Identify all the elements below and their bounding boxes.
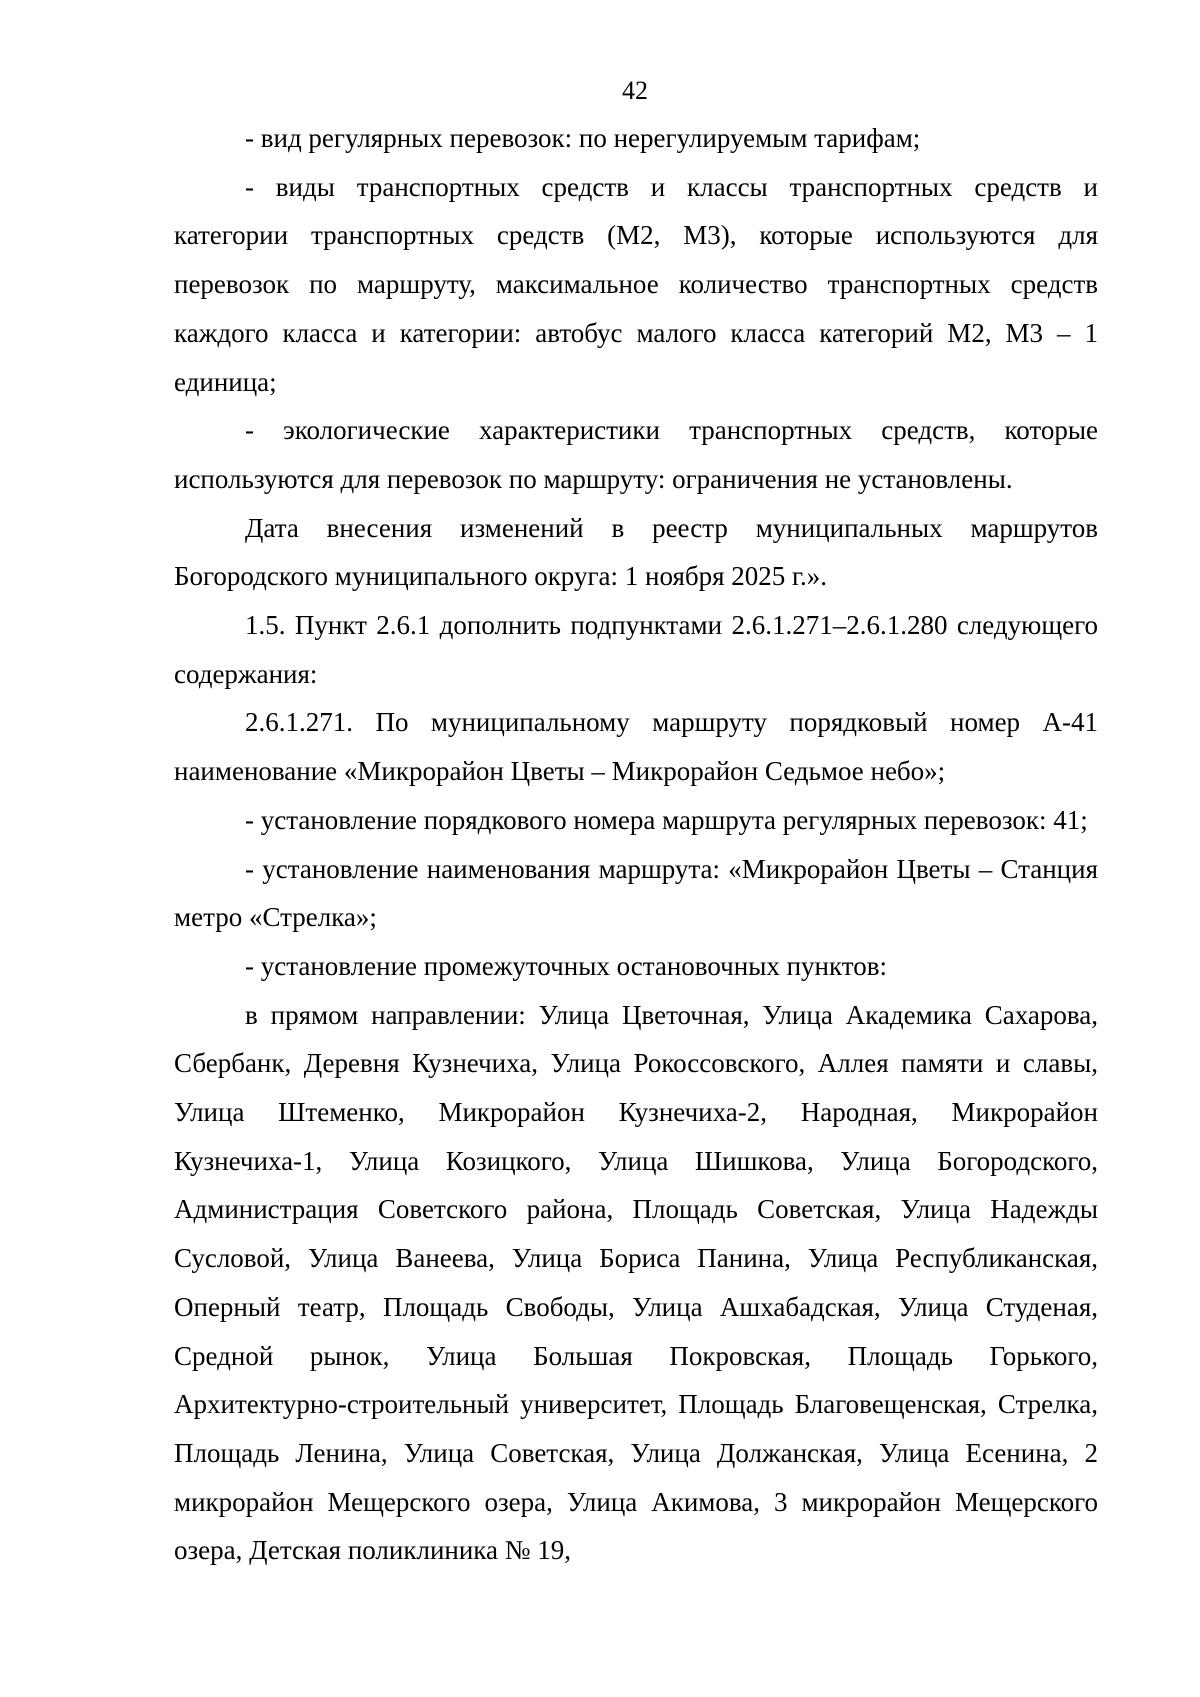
paragraph-forward-direction-stops: в прямом направлении: Улица Цветочная, Улица Академика Сахарова, Сбербанк, Деревня Кузнечиха, Улица Рокоссовского, Аллея памяти и славы, Улица Штеменко, Микрорайон Кузнечиха-2, Народная, Микрорайон Кузнечиха-1, Улица Козицкого, Улица Шишкова, Улица Богородского, Администрация Советского района, Площадь Советская, Улица Надежды Сусловой, Улица Ванеева, Улица Бориса Панина, Улица Республиканская, Оперный театр, Площадь Свободы, Улица Ашхабадская, Улица Студеная, Средной рынок, Улица Большая Покровская, Площадь Горького, Архитектурно-строительный университет, Площадь Благовещенская, Стрелка, Площадь Ленина, Улица Советская, Улица Должанская, Улица Есенина, 2 микрорайон Мещерского озера, Улица Акимова, 3 микрорайон Мещерского озера, Детская поликлиника № 19, [174, 999, 1098, 1566]
paragraph-route-number: - установление порядкового номера маршрута регулярных перевозок: 41; [245, 804, 1088, 835]
paragraph-registry-date: Дата внесения изменений в реестр муниципальных маршрутов Богородского муниципального округа: 1 ноября 2025 г.». [174, 512, 1098, 592]
paragraph-vehicle-types: - виды транспортных средств и классы транспортных средств и категории транспортных средств (М2, М3), которые используются для перевозок по маршруту, максимальное количество транспортных средств каждого класса и категории: автобус малого класса категорий М2, М3 – 1 единица; [174, 171, 1098, 397]
document-body [174, 114, 1098, 1575]
paragraph-route-type: - вид регулярных перевозок: по нерегулируемым тарифам; [245, 123, 921, 153]
paragraph-ecological-characteristics: - экологические характеристики транспортных средств, которые используются для перевозок по маршруту: ограничения не установлены. [174, 415, 1098, 494]
paragraph-subitem-2-6-1-271: 2.6.1.271. По муниципальному маршруту порядковый номер А-41 наименование «Микрорайон Цветы – Микрорайон Седьмое небо»; [174, 707, 1098, 787]
paragraph-route-name: - установление наименования маршрута: «Микрорайон Цветы – Станция метро «Стрелка»; [174, 853, 1098, 933]
paragraph-item-1-5: 1.5. Пункт 2.6.1 дополнить подпунктами 2.6.1.271–2.6.1.280 следующего содержания: [174, 610, 1098, 689]
paragraph-intermediate-stops-heading: - установление промежуточных остановочных пунктов: [245, 950, 887, 981]
page-number: 42 [622, 76, 648, 105]
